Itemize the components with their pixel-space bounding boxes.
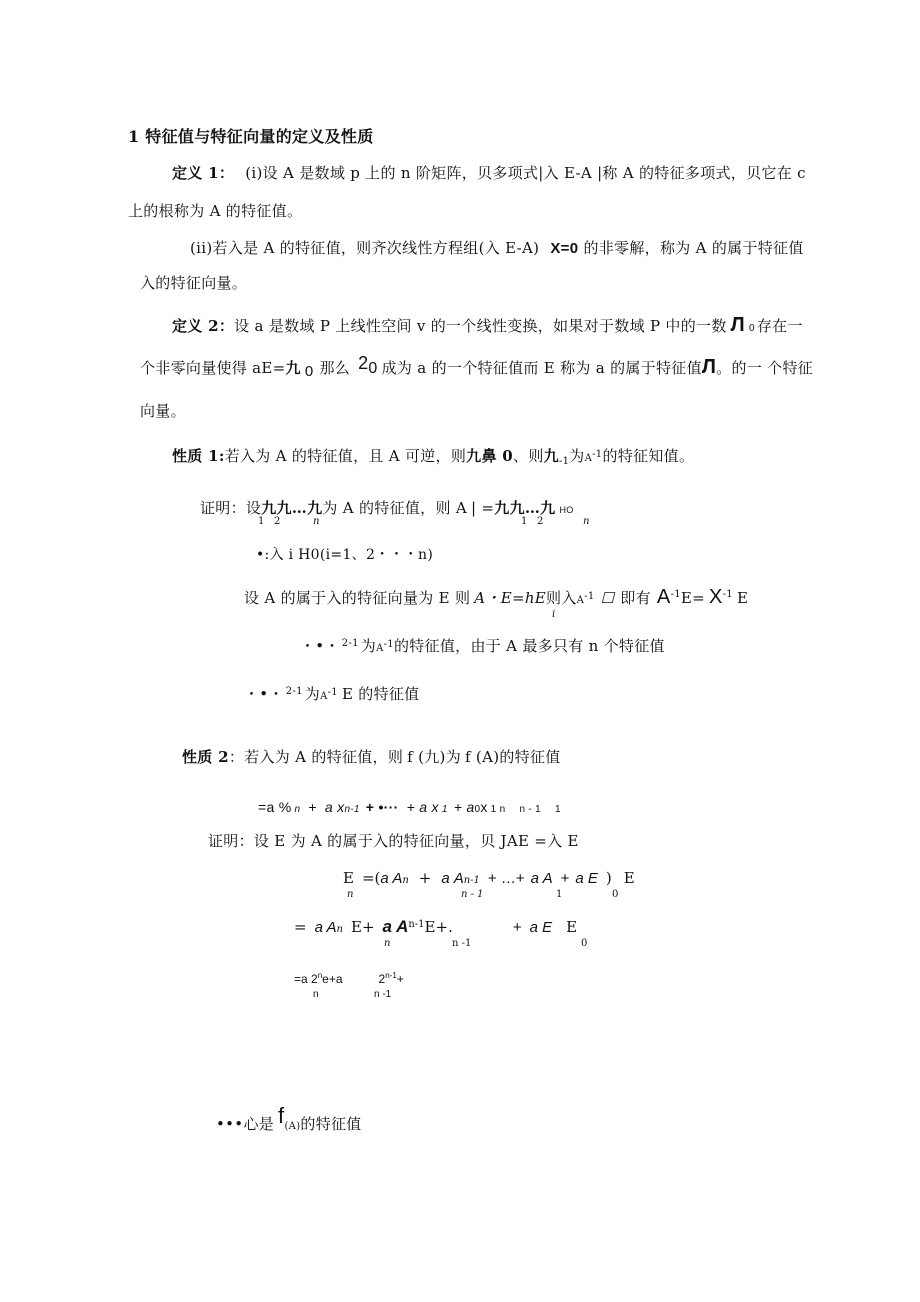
eq-sub-1: 1	[441, 804, 448, 815]
r3-n1-below: n -1	[374, 989, 392, 1000]
property-2-colon: ：	[228, 748, 245, 766]
f-arg: (A)	[284, 1121, 301, 1132]
r1-coef: a	[441, 870, 450, 887]
definition-2-text-end: 存在一	[756, 317, 803, 335]
lambda-list: 九九…九	[261, 499, 323, 517]
r1-plus-2: +	[560, 870, 570, 887]
property-2-line	[182, 747, 561, 767]
inverse-exp-5: -1	[722, 589, 733, 600]
definition-1-part-ii-cont: 的非零解，称为 A 的属于特征值	[583, 239, 804, 257]
lambda-product: 九九…九	[494, 499, 556, 517]
lambda-symbol-2: Л	[701, 356, 717, 378]
eq-ellipsis: + •···	[365, 799, 399, 815]
definition-2-l2-mid: 成为 a 的一个特征值而 E 称为 a 的属于特征值	[381, 359, 702, 377]
eq-sub-1n: 1 n	[490, 804, 506, 815]
r1-1-below: 1	[556, 889, 563, 900]
proof-1-l4-text: 的特征值，由于 A 最多只有 n 个特征值	[393, 637, 665, 655]
proof-1-as-2: 为	[304, 685, 321, 703]
eq-sub-last: 1	[554, 804, 561, 815]
r3-plus: +	[396, 972, 404, 986]
lambda-subscript: 0	[748, 323, 755, 334]
sub-n: n	[313, 516, 320, 527]
property-1-as: 为	[569, 447, 585, 465]
therefore-dots-2: ・•・	[244, 685, 284, 703]
r1-term-3: a A	[530, 870, 553, 887]
matrix-a: A	[584, 453, 593, 464]
lambda-superscript: 2	[358, 353, 369, 373]
inverse-exp-4: -1	[670, 589, 681, 600]
eq-term-2: a x	[324, 799, 345, 815]
property-1-end: 的特征知值。	[602, 447, 695, 465]
therefore-dots: ・•・	[300, 637, 340, 655]
inverse-exp-2: -1	[592, 449, 603, 460]
definition-1-line-3	[190, 238, 804, 259]
matrix-a-small: A	[576, 595, 585, 606]
proof-1-then: 则入	[546, 589, 577, 607]
nonzero-mark: HO	[559, 505, 574, 515]
r1-sub-n: n	[402, 875, 409, 886]
r2-sub-n: n	[336, 924, 343, 935]
r2-term-3: a E	[529, 919, 553, 936]
therefore-text: •••心是	[216, 1115, 275, 1133]
property-1-line	[172, 446, 694, 469]
r1-term-4: a E	[575, 870, 598, 887]
r3-mid: e+a	[322, 972, 343, 986]
sub-nb: n	[583, 516, 590, 527]
vector-e: E	[736, 589, 749, 607]
definition-2-l2-text: 个非零向量使得 aE=	[140, 359, 286, 377]
r2-e-plus: E+	[351, 918, 375, 936]
eigen-equation: A・E=hE	[474, 589, 547, 607]
sub-1: 1	[258, 516, 265, 527]
definition-1-line-2: 上的根称为 A 的特征值。	[128, 202, 303, 220]
r1-open: =(	[361, 869, 381, 887]
determinant-equals: | =	[470, 499, 495, 517]
r1-plus: +	[418, 869, 432, 887]
r2-n-below: n	[384, 938, 391, 949]
lambda-glyph: 九	[285, 359, 301, 377]
lambda-zero: 0	[368, 360, 378, 377]
definition-2-text: 设 a 是数域 P 上线性空间 v 的一个线性变换，如果对于数域 P 中的一数	[234, 317, 727, 335]
f-lambda: f (九)	[407, 748, 446, 766]
eq-term-4: + a	[453, 799, 475, 815]
lambda-symbol: Л	[730, 314, 745, 336]
proof-2-row-2	[294, 917, 577, 937]
proof-2-line-1: 证明：设 E 为 A 的属于入的特征向量，贝 JAE =入 E	[208, 832, 579, 850]
r1-e-end: E	[623, 869, 635, 887]
inverse-exp-3: -1	[584, 591, 595, 602]
equals-e: E=	[680, 589, 705, 607]
definition-2-label: 定义 2：	[172, 317, 235, 335]
proof-1-line-4	[300, 636, 665, 659]
eq-lead: =a %	[258, 799, 292, 815]
proof-1-line-3	[244, 587, 748, 611]
inverse-exp-1: -1	[558, 456, 570, 467]
polynomial-equation	[258, 797, 561, 820]
f-of-a: f (A)	[465, 748, 500, 766]
r1-term-1: a A	[380, 870, 403, 887]
sub-i: i	[552, 609, 556, 620]
proof-label: 证明：设	[200, 499, 262, 517]
lambda-inv-term: 2-1	[341, 638, 359, 649]
r3-sup-n1: n-1	[385, 971, 397, 980]
r2-term-1: a A	[314, 919, 337, 936]
equation-x-zero: X=0	[550, 240, 579, 257]
r3-two: 2	[378, 972, 386, 986]
definition-2-l2-end: 。的一 个特征	[716, 359, 814, 377]
eq-plus-1: +	[308, 799, 317, 815]
sub-2b: 2	[537, 516, 544, 527]
r1-sup: n-1	[463, 875, 480, 886]
proof-1-line-1	[200, 498, 574, 520]
r1-e: E	[343, 869, 354, 887]
r2-n1-below: n -1	[452, 938, 472, 949]
property-2-label: 性质 2	[182, 748, 229, 766]
r1-a: A	[453, 870, 464, 887]
inverse-exp-7: -1	[327, 687, 338, 698]
lambda-inv-term-2: 2-1	[285, 686, 303, 697]
property-2-end: 的特征值	[499, 748, 561, 766]
definition-1-label: 定义 1：	[172, 164, 235, 182]
eq-sub-0: 0	[474, 804, 481, 815]
property-2-as: 为	[445, 748, 461, 766]
sub-1b: 1	[521, 516, 528, 527]
definition-1-part-ii: (ii)若入是 A 的特征值，则齐次线性方程组(入 E-A)	[190, 239, 540, 257]
conclusion-line	[216, 1103, 362, 1137]
inverse-exp-6: -1	[383, 639, 394, 650]
property-1-then: 、则	[513, 447, 544, 465]
definition-2-line-2	[140, 353, 814, 380]
r2-e-end: E	[566, 918, 578, 936]
r1-n1-below: n - 1	[461, 889, 484, 900]
proof-1-eigvec: 设 A 的属于入的特征向量为 E 则	[244, 589, 471, 607]
proof-1-line-5	[244, 684, 419, 707]
section-heading: 1 特征值与特征向量的定义及性质	[128, 127, 374, 146]
definition-2-line-3: 向量。	[140, 402, 186, 420]
r3-n-below: n	[313, 989, 319, 1000]
lambda-nonzero: 九鼻 0	[466, 447, 514, 465]
conclusion-end: 的特征值	[300, 1115, 362, 1133]
r2-plus: +	[512, 919, 522, 936]
proof-1-namely: 即有	[620, 589, 651, 607]
r2-0-below: 0	[581, 938, 588, 949]
property-2-text: 若入为 A 的特征值，则	[244, 748, 404, 766]
definition-1-line-4: 入的特征向量。	[140, 274, 248, 292]
matrix-a-small-2: A	[376, 643, 384, 654]
proof-2-row-3	[294, 972, 404, 986]
r1-0-below: 0	[612, 889, 619, 900]
r2-equals: =	[294, 918, 307, 936]
definition-1-line-1	[172, 163, 806, 183]
proof-1-line-2: •:入 i H0(i=1、2・・・n)	[256, 547, 434, 563]
r3-sup-n: n	[317, 971, 323, 980]
proof-1-l5-text: E 的特征值	[341, 685, 420, 703]
eq-term-3: + a x	[406, 799, 439, 815]
definition-2-line-1	[172, 315, 803, 339]
box-icon: ☐	[600, 589, 615, 607]
property-1-text: 若入为 A 的特征值，且 A 可逆，则	[224, 447, 467, 465]
property-1-label: 性质 1:	[172, 447, 225, 465]
r1-n-below: n	[347, 889, 354, 900]
r3-lead: =a 2	[294, 972, 318, 986]
proof-1-as: 为	[360, 637, 377, 655]
r1-close: )	[605, 869, 612, 887]
sub-2: 2	[274, 516, 281, 527]
lambda-subscript-2: 0	[304, 363, 314, 380]
r2-term-2: a A	[382, 917, 409, 936]
eq-n: n	[294, 804, 301, 815]
definition-2-then: 那么	[319, 359, 351, 377]
proof-2-row-1	[343, 869, 635, 887]
r2-e-plus-2: E+.	[424, 918, 453, 936]
eq-x: x	[480, 799, 488, 815]
proof-1-text: 为 A 的特征值，则 A	[322, 499, 467, 517]
f-large: f	[278, 1103, 285, 1128]
definition-1-text: (i)设 A 是数域 p 上的 n 阶矩阵，贝多项式|入 E-A |称 A 的特征多项式，贝它在 c	[245, 164, 806, 182]
eq-sub-n1: n - 1	[519, 804, 541, 815]
r1-ellipsis: + …+	[487, 870, 525, 887]
matrix-a-large: A	[656, 586, 671, 608]
eq-n-1: n-1	[344, 804, 360, 815]
matrix-a-small-3: A	[320, 691, 328, 702]
lambda-inverse: 九	[543, 447, 559, 465]
x-large: X	[708, 586, 723, 608]
r2-sup: n-1	[408, 919, 425, 930]
